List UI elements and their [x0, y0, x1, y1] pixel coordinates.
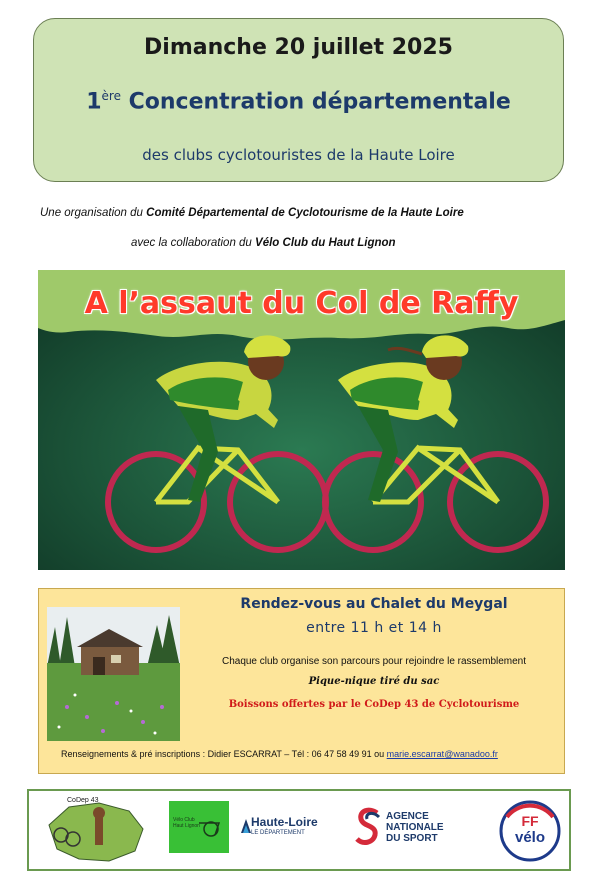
ff-velo-logo: [499, 795, 561, 867]
ordinal-number: 1: [86, 89, 102, 115]
velo-club-logo: [169, 801, 229, 853]
collaboration-name: Vélo Club du Haut Lignon: [255, 237, 396, 249]
codep-label: CoDep 43: [67, 797, 99, 804]
rendezvous-title: Rendez-vous au Chalet du Meygal: [240, 596, 508, 612]
ans-logo: [386, 811, 444, 844]
event-subtitle: des clubs cyclotouristes de la Haute Loire: [142, 146, 455, 164]
ans-line1: AGENCE: [386, 811, 429, 822]
hero-title: A l’assaut du Col de Raffy: [84, 286, 519, 321]
event-date: Dimanche 20 juillet 2025: [144, 35, 453, 60]
collaboration-line: [131, 237, 396, 249]
ff-velo-ff: FF: [521, 813, 539, 829]
ans-line2: NATIONALE: [386, 822, 444, 833]
velo-club-label: Vélo Club Haut Lignon: [173, 817, 200, 829]
header-box: [33, 18, 564, 182]
rendezvous-time: entre 11 h et 14 h: [306, 620, 442, 636]
organiser-name: Comité Départemental de Cyclotourisme de la Haute Loire: [146, 207, 464, 219]
haute-loire-sub: LE DÉPARTEMENT: [251, 830, 305, 836]
ans-s-icon: [355, 807, 381, 852]
chalet-photo: [47, 607, 180, 741]
picnic-note: Pique-nique tiré du sac: [308, 676, 440, 687]
drinks-offer: Boissons offertes par le CoDep 43 de Cyclotourisme: [228, 699, 520, 710]
haute-loire-icon: [241, 819, 251, 838]
hero-banner: [38, 270, 565, 570]
rendezvous-info: Chaque club organise son parcours pour rejoindre le rassemblement: [221, 656, 527, 667]
contact-line: [61, 749, 498, 759]
collaboration-prefix: avec la collaboration du: [131, 237, 256, 249]
ff-velo-velo: vélo: [514, 829, 545, 846]
organiser-line: [40, 207, 464, 219]
event-title-text: Concentration départementale: [120, 89, 511, 115]
organiser-prefix: Une organisation du: [40, 207, 147, 219]
haute-loire-logo: [251, 817, 318, 839]
ordinal-suffix: ère: [101, 89, 121, 103]
event-title: [34, 89, 563, 114]
rendezvous-box: [38, 588, 565, 774]
contact-email-link[interactable]: marie.escarrat@wanadoo.fr: [386, 749, 498, 759]
codep-logo: [39, 795, 149, 867]
sponsor-strip: [27, 789, 571, 871]
ans-line3: DU SPORT: [386, 833, 438, 844]
contact-text: Renseignements & pré inscriptions : Didier ESCARRAT – Tél : 06 47 58 49 91 ou: [61, 749, 387, 759]
haute-loire-name: Haute-Loire: [251, 815, 318, 829]
